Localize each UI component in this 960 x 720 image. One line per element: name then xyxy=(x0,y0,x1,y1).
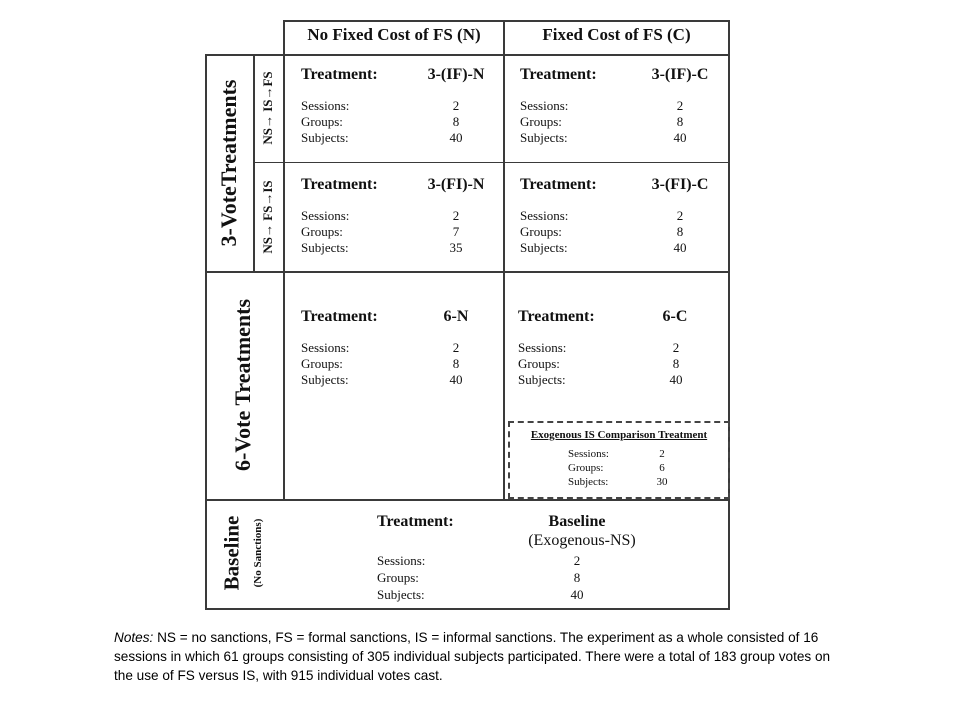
subjects-value: 40 xyxy=(673,240,687,255)
cell-3-fi-c xyxy=(520,176,725,266)
groups-value: 7 xyxy=(452,224,460,239)
exogenous-is-comparison-box xyxy=(508,421,730,499)
row-label-6-vote-treatments: 6-Vote Treatments xyxy=(230,298,255,472)
exogenous-subjects-value: 30 xyxy=(656,476,668,488)
sessions-label: Sessions: xyxy=(520,98,569,113)
groups-value: 8 xyxy=(452,356,460,371)
header-divider xyxy=(283,54,730,56)
sessions-label: Sessions: xyxy=(301,98,350,113)
treatment-name: 3-(FI)-N xyxy=(427,176,485,193)
groups-value: 8 xyxy=(672,356,680,371)
seq-column-divider xyxy=(253,54,255,272)
treatment-name: 3-(FI)-C xyxy=(651,176,709,193)
cell-6-c xyxy=(518,308,723,398)
groups-label: Groups: xyxy=(301,356,343,371)
groups-label: Groups: xyxy=(377,570,419,585)
cell-baseline xyxy=(377,513,677,605)
sessions-value: 2 xyxy=(676,208,684,223)
subjects-label: Subjects: xyxy=(520,130,568,145)
treatment-name: Baseline xyxy=(548,513,606,530)
cell-3-if-c xyxy=(520,66,725,156)
exogenous-title: Exogenous IS Comparison Treatment xyxy=(530,429,708,441)
treatment-name: 3-(IF)-C xyxy=(651,66,709,83)
column-header-fixed-cost: Fixed Cost of FS (C) xyxy=(542,25,691,44)
subjects-value: 40 xyxy=(669,372,683,387)
groups-label: Groups: xyxy=(301,114,343,129)
subjects-label: Subjects: xyxy=(301,240,349,255)
sessions-value: 2 xyxy=(452,340,460,355)
row-label-seq-ns-fs-is: NS→ FS→IS xyxy=(260,180,275,254)
subjects-value: 40 xyxy=(449,372,463,387)
row-label-baseline-sub: (No Sanctions) xyxy=(252,518,264,588)
exogenous-sessions-value: 2 xyxy=(659,448,665,460)
exogenous-subjects-label: Subjects: xyxy=(568,476,609,488)
treatment-label: Treatment: xyxy=(520,176,597,193)
groups-value: 8 xyxy=(676,114,684,129)
row-label-seq-ns-is-fs: NS→ IS→FS xyxy=(260,71,275,145)
treatment-name: 6-N xyxy=(443,308,469,325)
row-label-3-vote-treatments: 3-VoteTreatments xyxy=(216,79,241,247)
treatment-label: Treatment: xyxy=(518,308,595,325)
notes-label: Notes: xyxy=(114,630,154,645)
middle-column-divider xyxy=(503,20,505,500)
treatment-label: Treatment: xyxy=(301,176,378,193)
treatment-name: 6-C xyxy=(662,308,688,325)
subjects-label: Subjects: xyxy=(301,130,349,145)
exogenous-groups-value: 6 xyxy=(659,462,665,474)
baseline-subtitle: (Exogenous-NS) xyxy=(528,532,636,549)
sessions-value: 2 xyxy=(676,98,684,113)
row-label-baseline: Baseline xyxy=(219,515,244,591)
groups-value: 8 xyxy=(573,570,581,585)
sessions-label: Sessions: xyxy=(301,208,350,223)
cell-6-n xyxy=(301,308,501,398)
sessions-label: Sessions: xyxy=(301,340,350,355)
cell-3-if-n xyxy=(301,66,501,156)
groups-label: Groups: xyxy=(520,224,562,239)
subjects-label: Subjects: xyxy=(518,372,566,387)
row-divider-baseline xyxy=(205,499,730,501)
table-border-bottom xyxy=(205,608,730,610)
notes-text: NS = no sanctions, FS = formal sanctions, IS = informal sanctions. The experiment as a whole consisted of 16 sessions in which 61 groups consisting of 305 individual subjects participated. There were a total of 183 group votes on the use of FS versus IS, with 915 individual votes cast. xyxy=(114,630,831,683)
treatment-label: Treatment: xyxy=(377,513,454,530)
groups-label: Groups: xyxy=(301,224,343,239)
sessions-value: 2 xyxy=(573,553,581,568)
treatment-label: Treatment: xyxy=(520,66,597,83)
sessions-label: Sessions: xyxy=(520,208,569,223)
groups-label: Groups: xyxy=(520,114,562,129)
table-border-right xyxy=(728,20,730,610)
subjects-value: 40 xyxy=(570,587,584,602)
sessions-label: Sessions: xyxy=(377,553,426,568)
subjects-value: 35 xyxy=(449,240,463,255)
table-border-left xyxy=(205,54,207,610)
groups-value: 8 xyxy=(676,224,684,239)
row-divider-3vote xyxy=(253,162,730,163)
sessions-label: Sessions: xyxy=(518,340,567,355)
column-header-no-fixed-cost: No Fixed Cost of FS (N) xyxy=(307,25,481,44)
label-column-top xyxy=(205,54,285,56)
sessions-value: 2 xyxy=(672,340,680,355)
header-left-border xyxy=(283,20,285,500)
groups-label: Groups: xyxy=(518,356,560,371)
exogenous-sessions-label: Sessions: xyxy=(568,448,609,460)
subjects-label: Subjects: xyxy=(301,372,349,387)
treatment-name: 3-(IF)-N xyxy=(427,66,485,83)
sessions-value: 2 xyxy=(452,98,460,113)
treatment-label: Treatment: xyxy=(301,66,378,83)
notes-paragraph xyxy=(114,628,834,685)
subjects-label: Subjects: xyxy=(520,240,568,255)
groups-value: 8 xyxy=(452,114,460,129)
subjects-value: 40 xyxy=(449,130,463,145)
subjects-label: Subjects: xyxy=(377,587,425,602)
subjects-value: 40 xyxy=(673,130,687,145)
treatment-label: Treatment: xyxy=(301,308,378,325)
cell-3-fi-n xyxy=(301,176,501,266)
sessions-value: 2 xyxy=(452,208,460,223)
exogenous-groups-label: Groups: xyxy=(568,462,604,474)
row-divider-6vote xyxy=(205,271,730,273)
